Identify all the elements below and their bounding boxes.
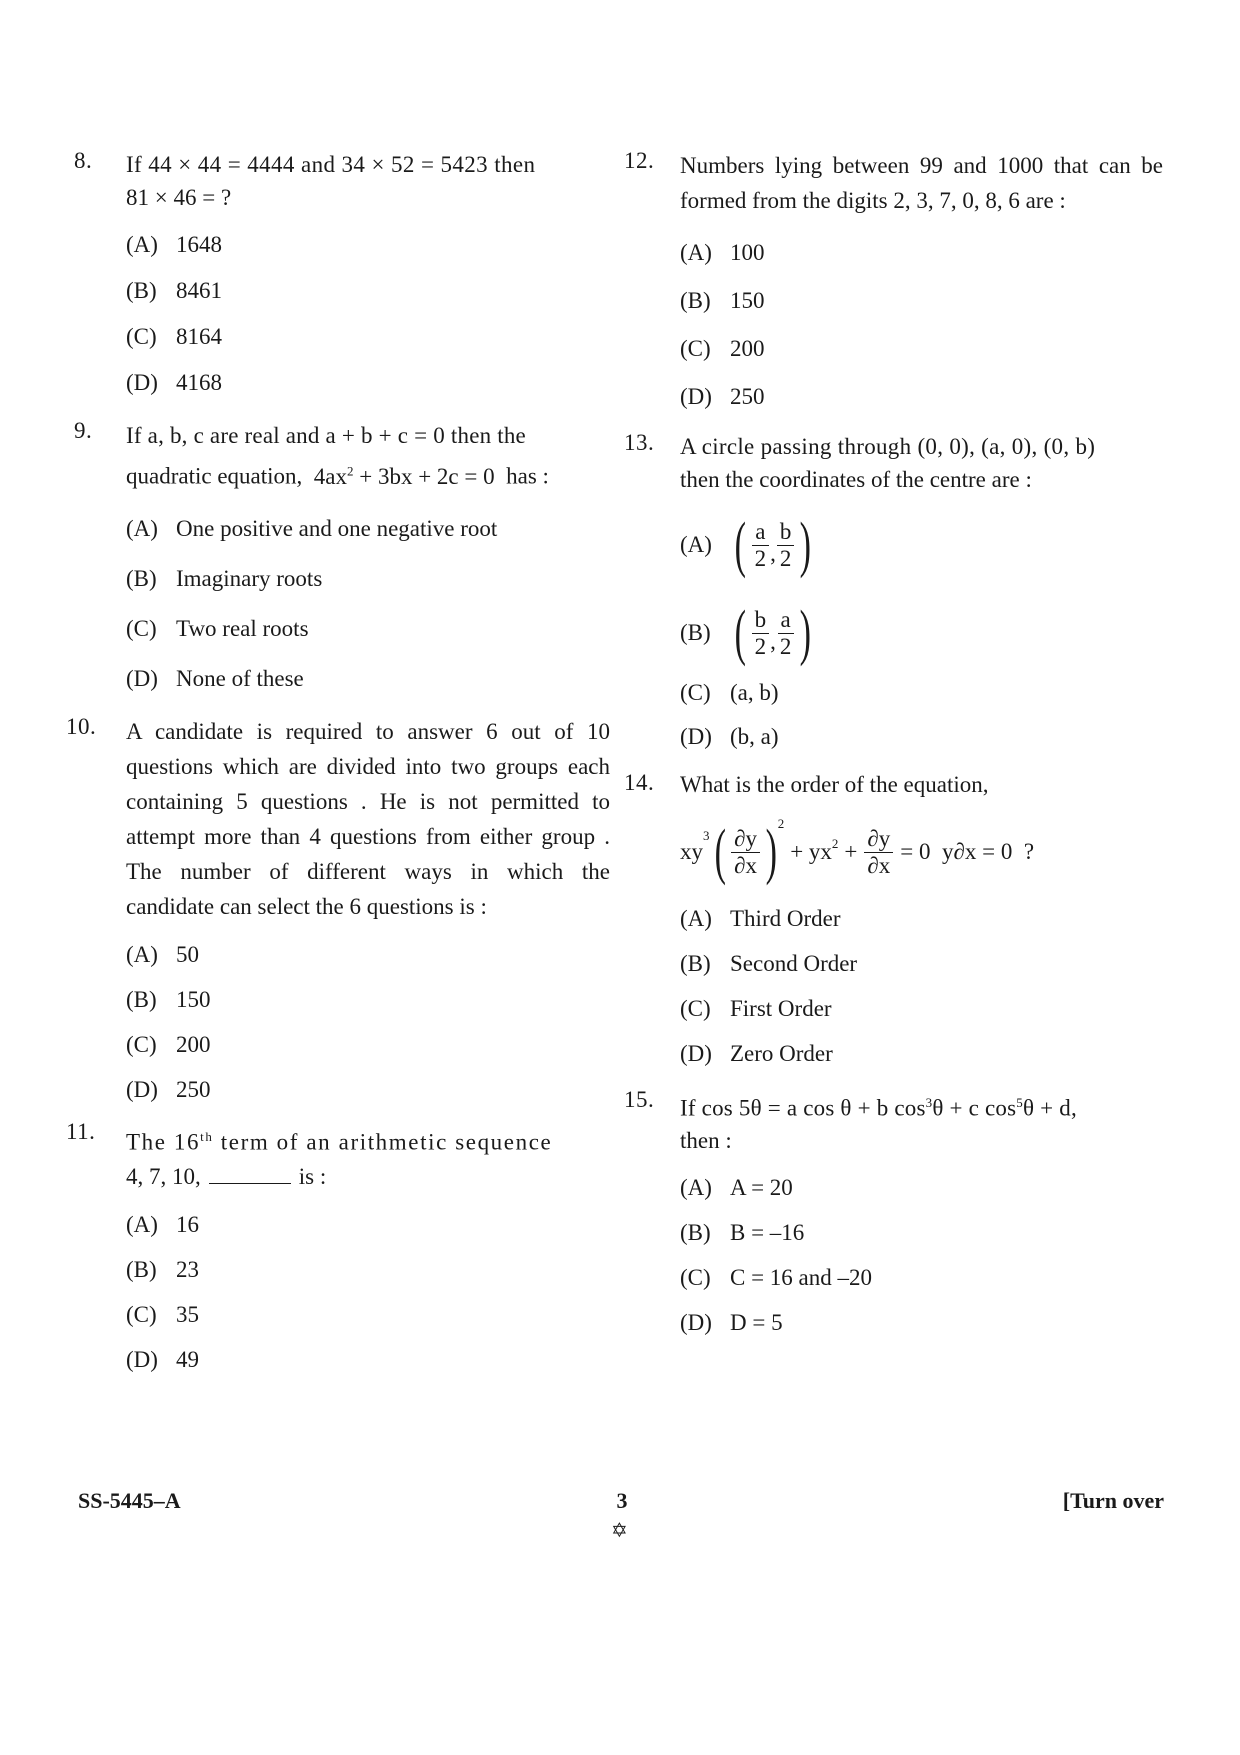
option-c: (C) 200 bbox=[680, 336, 765, 361]
question-stem: A circle passing through (0, 0), (a, 0), (0, b) bbox=[680, 434, 1096, 459]
question-14 bbox=[624, 770, 1163, 1067]
option-c: (C) 200 bbox=[126, 1031, 211, 1057]
question-12 bbox=[624, 148, 1163, 410]
quadratic-equation: $4ax^2 + 3bx + 2c = 0$ bbox=[313, 463, 495, 489]
option-c: (C) (a, b) bbox=[680, 680, 779, 705]
option-a: (A) Third Order bbox=[680, 906, 841, 931]
page-footer bbox=[78, 1488, 1164, 1548]
answer-blank bbox=[209, 1163, 291, 1184]
fraction: $\frac{b}{2}$ bbox=[777, 519, 795, 572]
question-stem: What is the order of the equation, bbox=[680, 772, 989, 797]
question-number: 10. bbox=[66, 713, 97, 739]
option-d: (D) (b, a) bbox=[680, 724, 779, 749]
option-d: (D) 250 bbox=[126, 1076, 211, 1102]
question-number: 12. bbox=[624, 148, 655, 173]
question-11 bbox=[66, 1118, 610, 1374]
option-c: (C) 35 bbox=[126, 1302, 199, 1328]
option-c: (C) C = 16 and –20 bbox=[680, 1264, 873, 1290]
question-stem: If cos 5θ = a cos θ + b $\cos^3\theta + c$ $\cos^5\theta + d$, bbox=[680, 1095, 1077, 1121]
question-stem: If 44 × 44 = 4444 and 34 × 52 = 5423 then bbox=[126, 152, 536, 177]
paper-code: SS-5445–A bbox=[78, 1488, 181, 1513]
question-13 bbox=[624, 430, 1163, 750]
option-a: (A) One positive and one negative root bbox=[126, 515, 498, 541]
question-8 bbox=[74, 148, 610, 396]
option-b: (B) Second Order bbox=[680, 951, 858, 976]
option-c: (C) First Order bbox=[680, 996, 832, 1021]
option-d: (D) D = 5 bbox=[680, 1309, 783, 1335]
question-stem: 4, 7, 10, is : bbox=[126, 1164, 327, 1190]
differential-equation: xy $^3$ ( $\frac{\partial y}{\partial x}$ ) $^2$ + yx $^2$ + $\frac{\partial y}{\partial x}$ = 0 y∂x = 0 ? bbox=[680, 816, 1035, 886]
option-b: (B) B = –16 bbox=[680, 1219, 805, 1245]
left-column bbox=[66, 148, 610, 1373]
star-icon: ✡ bbox=[611, 1520, 628, 1542]
question-stem: 81 × 46 = ? bbox=[126, 185, 232, 210]
option-d: (D) Zero Order bbox=[680, 1041, 833, 1066]
option-b: (B) 150 bbox=[126, 986, 211, 1012]
question-number: 14. bbox=[624, 770, 655, 795]
option-c: (C) Two real roots bbox=[126, 615, 309, 641]
question-number: 11. bbox=[66, 1118, 96, 1144]
option-a: (A) 50 bbox=[126, 941, 199, 967]
question-stem: then : bbox=[680, 1127, 732, 1153]
option-b: (B) 23 bbox=[126, 1257, 199, 1283]
option-d: (D) 250 bbox=[680, 384, 765, 409]
question-10 bbox=[66, 713, 610, 1103]
question-number: 9. bbox=[74, 418, 93, 443]
option-b: (B) Imaginary roots bbox=[126, 565, 323, 591]
fraction: $\frac{b}{2}$ bbox=[752, 607, 770, 660]
question-stem: then the coordinates of the centre are : bbox=[680, 467, 1032, 492]
question-stem: A candidate is required to answer 6 out of 10 questions which are divided into two groups each containing 5 questions . He is not permitted to attempt more than 4 questions from either group . The number of different ways in which the candidate can select the 6 questions is : bbox=[126, 718, 610, 919]
question-stem: The 16th term of an arithmetic sequence bbox=[126, 1128, 553, 1155]
page-number: 3 bbox=[616, 1488, 628, 1513]
option-a: (A) 1648 bbox=[126, 232, 222, 257]
option-b: (B) 150 bbox=[680, 288, 765, 313]
question-stem: Numbers lying between 99 and 1000 that can be formed from the digits 2, 3, 7, 0, 8, 6 are : bbox=[680, 153, 1163, 213]
question-number: 15. bbox=[624, 1087, 655, 1112]
question-stem: If a, b, c are real and a + b + c = 0 then the bbox=[126, 423, 526, 448]
option-c: (C) 8164 bbox=[126, 324, 222, 349]
question-9 bbox=[74, 418, 610, 692]
option-b: (B) 8461 bbox=[126, 278, 222, 303]
fraction: $\frac{a}{2}$ bbox=[752, 519, 770, 572]
option-a: (A) 100 bbox=[680, 240, 765, 265]
turn-over-label: [Turn over bbox=[1062, 1488, 1164, 1513]
option-a: (A) ( $\frac{a}{2}$ , $\frac{b}{2}$ ) bbox=[680, 511, 812, 579]
option-d: (D) None of these bbox=[126, 665, 304, 691]
fraction: $\frac{\partial y}{\partial x}$ bbox=[731, 826, 760, 879]
option-a: (A) 16 bbox=[126, 1212, 199, 1238]
fraction: $\frac{\partial y}{\partial x}$ bbox=[864, 826, 893, 879]
question-15 bbox=[624, 1087, 1163, 1336]
fraction: $\frac{a}{2}$ bbox=[777, 607, 795, 660]
option-a: (A) A = 20 bbox=[680, 1174, 793, 1200]
right-column bbox=[624, 148, 1163, 1336]
question-stem: quadratic equation, $4ax^2 + 3bx + 2c = 0$ has : bbox=[126, 463, 549, 489]
option-b: (B) ( $\frac{b}{2}$ , $\frac{a}{2}$ ) bbox=[680, 599, 812, 667]
option-d: (D) 4168 bbox=[126, 370, 222, 395]
option-d: (D) 49 bbox=[126, 1347, 199, 1373]
question-number: 13. bbox=[624, 430, 655, 455]
question-number: 8. bbox=[74, 148, 93, 173]
